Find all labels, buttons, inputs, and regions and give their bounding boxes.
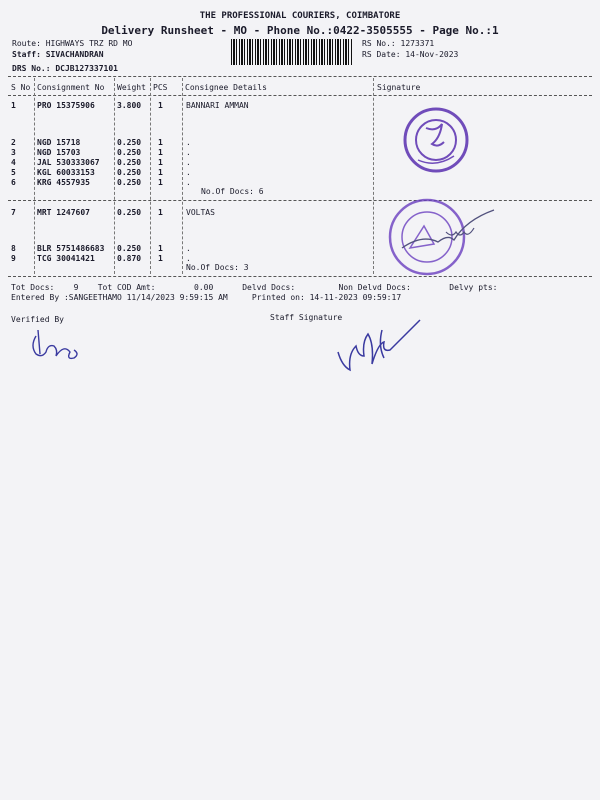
header-signature: Signature [377,83,421,92]
entered-by-line: Entered By :SANGEETHAMO 11/14/2023 9:59:15 AM Printed on: 14-11-2023 09:59:17 [11,293,402,302]
row-sno: 7 [11,208,16,217]
row-weight: 3.800 [117,101,142,110]
rs-number: RS No.: 1273371 [362,39,435,48]
verified-by-label: Verified By [11,315,64,324]
totals-line: Tot Docs: 9 Tot COD Amt: 0.00 Delvd Docs: Non Delvd Docs: Delvy pts: [11,283,498,292]
staff-signature [338,320,420,370]
row-weight: 0.250 [117,148,142,157]
row-sno: 8 [11,244,16,253]
row-sno: 9 [11,254,16,263]
group1-doc-count: No.Of Docs: 6 [201,187,264,196]
row-pcs: 1 [158,158,163,167]
row-consignment: MRT 1247607 [37,208,90,217]
row-consignment: BLR 5751486683 [37,244,105,253]
group2-doc-count: No.Of Docs: 3 [186,263,249,272]
row-consignee: . [186,178,191,187]
row-weight: 0.250 [117,178,142,187]
row-consignee: VOLTAS [186,208,215,217]
drs-number: DRS No.: DCJB127337101 [12,64,118,73]
row-sno: 6 [11,178,16,187]
row-consignment: NGD 15718 [37,138,81,147]
row-pcs: 1 [158,168,163,177]
staff-name: Staff: SIVACHANDRAN [12,50,104,59]
company-name: THE PROFESSIONAL COURIERS, COIMBATORE [199,11,401,21]
header-pcs: PCS [153,83,168,92]
row-weight: 0.250 [117,208,142,217]
row-weight: 0.870 [117,254,142,263]
company-stamp-1 [405,109,467,171]
row-consignee: . [186,244,191,253]
rs-date: RS Date: 14-Nov-2023 [362,50,459,59]
row-pcs: 1 [158,101,163,110]
row-consignment: TCG 30041421 [37,254,95,263]
staff-signature-label: Staff Signature [270,313,343,322]
row-consignment: NGD 15703 [37,148,81,157]
row-consignment: JAL 530333067 [37,158,100,167]
row-consignment: PRO 15375906 [37,101,95,110]
row-pcs: 1 [158,254,163,263]
row-consignment: KRG 4557935 [37,178,90,187]
row-consignment: KGL 60033153 [37,168,95,177]
row-pcs: 1 [158,178,163,187]
row-pcs: 1 [158,244,163,253]
verifier-signature [33,330,77,358]
row-weight: 0.250 [117,244,142,253]
header-weight: Weight [117,83,146,92]
row-consignee: . [186,138,191,147]
row-sno: 4 [11,158,16,167]
row-weight: 0.250 [117,158,142,167]
row-pcs: 1 [158,208,163,217]
row-weight: 0.250 [117,138,142,147]
row-sno: 3 [11,148,16,157]
row-sno: 2 [11,138,16,147]
row-pcs: 1 [158,148,163,157]
runsheet-title: Delivery Runsheet - MO - Phone No.:0422-3505555 - Page No.:1 [101,24,499,37]
header-sno: S No [11,83,31,92]
row-consignee: . [186,254,191,263]
row-pcs: 1 [158,138,163,147]
row-sno: 1 [11,101,16,110]
route: Route: HIGHWAYS TRZ RD MO [12,39,133,48]
row-weight: 0.250 [117,168,142,177]
row-consignee: . [186,158,191,167]
company-stamp-2 [390,200,494,274]
header-consignment: Consignment No [37,83,105,92]
row-consignee: . [186,168,191,177]
row-consignee: BANNARI AMMAN [186,101,249,110]
row-consignee: . [186,148,191,157]
header-consignee: Consignee Details [185,83,267,92]
row-sno: 5 [11,168,16,177]
